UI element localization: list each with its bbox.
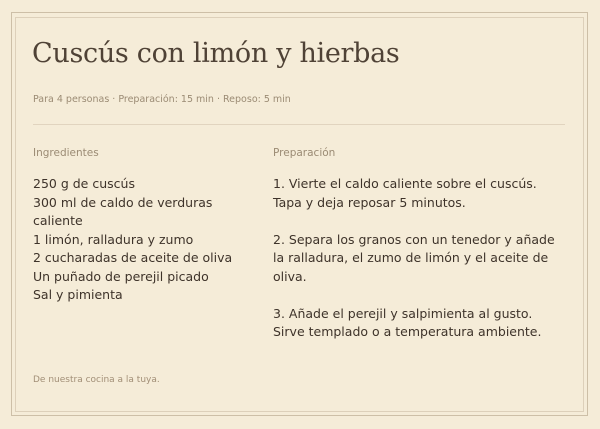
ingredient-item: Sal y pimienta — [33, 287, 123, 302]
ingredient-item: 1 limón, ralladura y zumo — [33, 231, 194, 247]
ingredient-item: 2 cucharadas de aceite de oliva — [33, 250, 233, 265]
ingredient-item: 300 ml de caldo de verduras caliente — [33, 194, 213, 228]
recipe-meta: Para 4 personas · Preparación: 15 min · Reposo: 5 min — [33, 94, 291, 105]
ingredient-item: Un puñado de perejil picado — [33, 268, 209, 284]
ingredients-heading: Ingredientes — [33, 147, 99, 159]
preparation-steps — [273, 175, 565, 360]
preparation-heading: Preparación — [273, 147, 336, 159]
recipe-title: Cuscús con limón y hierbas — [32, 38, 400, 69]
preparation-step: 3. Añade el perejil y salpimienta al gusto. Sirve templado o a temperatura ambiente. — [273, 305, 542, 339]
footer-note: De nuestra cocina a la tuya. — [33, 375, 160, 385]
preparation-step: 1. Vierte el caldo caliente sobre el cuscús. Tapa y deja reposar 5 minutos. — [273, 176, 537, 210]
ingredient-item: 250 g de cuscús — [33, 176, 135, 191]
ingredients-list — [33, 175, 248, 305]
preparation-step: 2. Separa los granos con un tenedor y añade la ralladura, el zumo de limón y el aceite de oliva. — [273, 231, 555, 284]
divider — [33, 124, 565, 125]
